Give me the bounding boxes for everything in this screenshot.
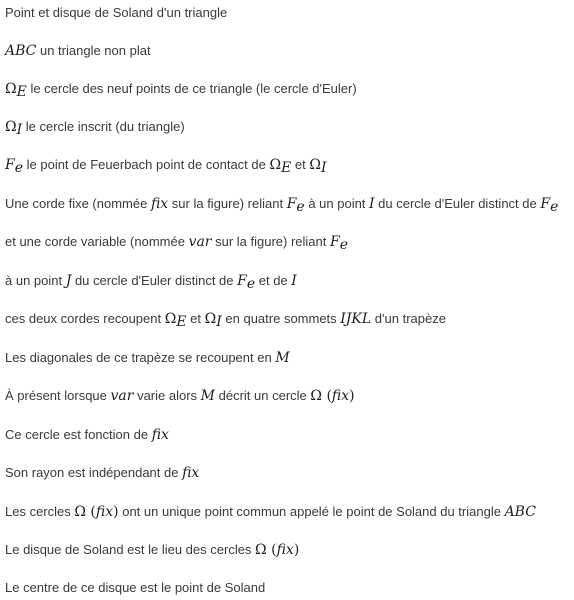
text-run: ont un unique point commun appelé le point de Soland du triangle: [118, 504, 505, 519]
line-soland-disk: [5, 541, 299, 559]
line-diagonals: [5, 349, 290, 367]
math-subscript: e: [550, 199, 559, 215]
math-omega: Ω: [204, 311, 217, 327]
math-omega: Ω: [269, 157, 282, 173]
text-run: et: [291, 157, 310, 172]
math-j: J: [65, 273, 72, 289]
math-fix: fix: [150, 196, 169, 212]
math-omega: Ω: [309, 157, 321, 173]
math-omega: Ω: [5, 81, 17, 97]
line-feuerbach-point: [5, 156, 327, 174]
text-run: un triangle non plat: [36, 43, 151, 58]
math-paren: (: [85, 504, 96, 520]
text-run: sur la figure) reliant: [168, 196, 287, 211]
math-subscript: e: [246, 276, 256, 292]
math-m: M: [275, 350, 290, 366]
text-run: à un point: [5, 273, 66, 288]
text-run: le cercle inscrit (du triangle): [22, 119, 185, 134]
math-paren: (: [322, 388, 332, 404]
math-fix: fix: [331, 388, 350, 404]
math-paren: ): [293, 542, 300, 558]
text-run: Son rayon est indépendant de: [5, 465, 183, 480]
text-run: et de: [255, 273, 292, 288]
math-fix: fix: [182, 465, 200, 481]
line-variable-chord: [5, 233, 348, 251]
math-omega: Ω: [74, 504, 86, 520]
text-run: Le disque de Soland est le lieu des cercles: [5, 542, 256, 557]
math-f: F: [237, 273, 247, 289]
math-omega: Ω: [255, 542, 267, 558]
line-incircle: [5, 118, 185, 136]
math-var: var: [188, 234, 212, 250]
math-abc: ABC: [504, 504, 536, 520]
text-run: le point de Feuerbach point de contact de: [23, 157, 270, 172]
math-omega: Ω: [5, 119, 17, 135]
math-fix: fix: [95, 504, 114, 520]
math-i: I: [369, 196, 375, 212]
text-run: Les cercles: [5, 504, 75, 519]
text-run: Ce cercle est fonction de: [5, 427, 152, 442]
text-run: en quatre sommets: [221, 311, 341, 326]
text-run: et: [186, 311, 205, 326]
math-omega: Ω: [310, 388, 322, 404]
math-paren: ): [113, 504, 119, 520]
math-subscript: I: [16, 122, 23, 138]
math-subscript: E: [16, 84, 27, 100]
text-run: du cercle d'Euler distinct de: [374, 196, 541, 211]
line-triangle-definition: [5, 42, 151, 60]
text-run: Une corde fixe (nommée: [5, 196, 151, 211]
line-radius: [5, 464, 199, 482]
math-m: M: [200, 388, 216, 404]
text-run: Point et disque de Soland d'un triangle: [5, 5, 228, 20]
text-run: du cercle d'Euler distinct de: [71, 273, 238, 288]
math-fix: fix: [276, 542, 294, 558]
math-f: F: [286, 196, 297, 212]
text-run: ces deux cordes recoupent: [5, 311, 165, 326]
math-subscript: e: [339, 237, 349, 253]
text-run: et une corde variable (nommée: [5, 234, 189, 249]
math-subscript: e: [296, 199, 305, 215]
math-ijkl: IJKL: [340, 311, 372, 327]
math-subscript: I: [321, 160, 327, 176]
line-locus: [5, 387, 355, 405]
math-f: F: [330, 234, 340, 250]
page-title: [5, 4, 227, 22]
math-paren: ): [349, 388, 355, 404]
math-paren: (: [266, 542, 277, 558]
line-depends-on-fix: [5, 426, 169, 444]
line-soland-point: [5, 503, 536, 521]
line-euler-circle: [5, 80, 357, 98]
line-trapezoid: [5, 310, 446, 328]
math-fix: fix: [151, 427, 169, 443]
line-point-j: [5, 272, 297, 290]
line-fixed-chord: [5, 195, 558, 213]
math-subscript: E: [176, 314, 187, 330]
text-run: varie alors: [133, 388, 201, 403]
math-var: var: [110, 388, 134, 404]
line-disk-center: [5, 579, 265, 597]
text-run: le cercle des neuf points de ce triangle (le cercle d'Euler): [26, 81, 357, 96]
math-subscript: E: [281, 160, 292, 176]
math-f: F: [540, 196, 551, 212]
math-subscript: e: [14, 160, 24, 176]
math-subscript: I: [216, 314, 222, 330]
text-run: sur la figure) reliant: [211, 234, 330, 249]
math-i: I: [291, 273, 297, 289]
text-run: Le centre de ce disque est le point de Soland: [5, 580, 266, 595]
text-run: Les diagonales de ce trapèze se recoupent en: [5, 350, 276, 365]
math-omega: Ω: [164, 311, 177, 327]
math-abc: ABC: [5, 43, 37, 59]
text-run: d'un trapèze: [371, 311, 446, 326]
text-run: À présent lorsque: [5, 388, 111, 403]
text-run: à un point: [304, 196, 370, 211]
text-run: décrit un cercle: [215, 388, 311, 403]
math-f: F: [5, 157, 15, 173]
